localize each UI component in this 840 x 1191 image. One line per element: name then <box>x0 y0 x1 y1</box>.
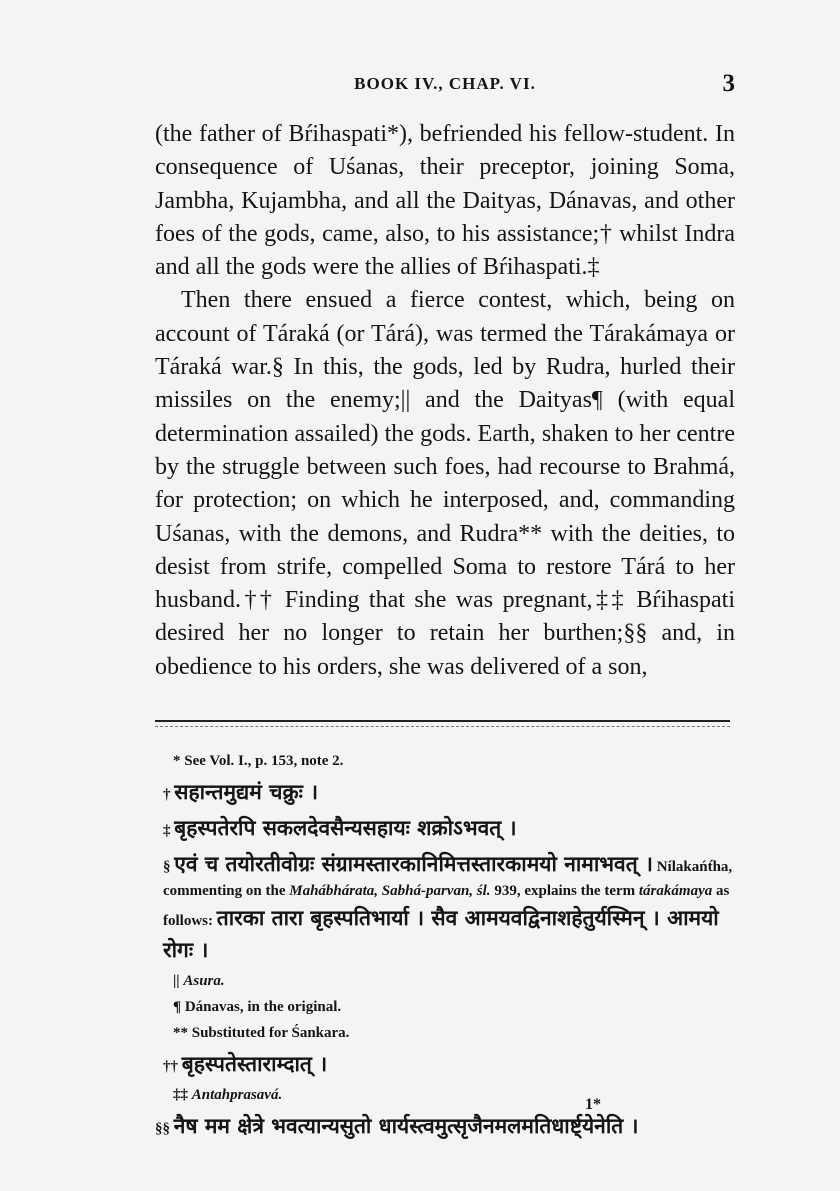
footnote-9 <box>155 1084 735 1106</box>
footnote-4-italic-3: tárakámaya <box>638 883 713 899</box>
footnotes <box>155 750 735 1146</box>
page-header <box>155 70 735 100</box>
footnote-2 <box>155 776 735 808</box>
footnote-3-sanskrit: बृहस्पतेरपि सकलदेवसैन्यसहायः शक्रोऽभवत् । <box>174 816 517 840</box>
footnote-6: ¶ Dánavas, in the original. <box>173 999 342 1015</box>
footnote-10 <box>155 1110 735 1142</box>
footnote-4-italic-2: śl. <box>476 883 491 899</box>
footnote-4-sanskrit-1: एवं च तयोरतीवोग्रः संग्रामस्तारकानिमित्तस्तारकामयो नामाभवत् । <box>174 852 653 876</box>
footnote-4-text-2: 939, explains the term <box>494 883 636 899</box>
footnote-2-mark: † <box>163 787 171 803</box>
footnote-4 <box>155 848 735 966</box>
paragraph-1: (the father of Bŕihaspati*), befriended his fellow-student. In consequence of Uśanas, their preceptor, joining Soma, Jambha, Kujambha, and all the Daityas, Dánavas, and other foes of the gods, came, also, to his assistance;† whilst Indra and all the gods were the allies of Bŕihaspati.‡ <box>155 121 735 281</box>
footnote-2-sanskrit: सहान्तमुद्यमं चक्रुः । <box>174 780 319 804</box>
paragraph-2: Then there ensued a fierce contest, which, being on account of Táraká (or Tárá), was termed the Tárakámaya or Táraká war.§ In this, the gods, led by Rudra, hurled their missiles on the enemy;|| and the Daityas¶ (with equal determination assailed) the gods. Earth, shaken to her centre by the struggle between such foes, had recourse to Brahmá, for protection; on which he interposed, and, commanding Uśanas, with the demons, and Rudra** with the deities, to desist from strife, compelled Soma to restore Tárá to her husband.†† Finding that she was pregnant,‡‡ Bŕihaspati desired her no longer to retain her burthen;§§ and, in obedience to his orders, she was delivered of a son, <box>155 287 735 680</box>
page-number: 3 <box>722 70 735 97</box>
footnote-5-mark: || <box>173 973 180 989</box>
running-head: BOOK IV., CHAP. VI. <box>354 74 536 93</box>
footnote-3 <box>155 812 735 844</box>
footnote-5 <box>155 970 735 992</box>
footnote-9-mark: ‡‡ <box>173 1087 188 1103</box>
footnote-4-text-3: as follows: <box>163 883 730 929</box>
footnote-8 <box>155 1048 735 1080</box>
footnote-8-sanskrit: बृहस्पतेस्ताराम्दात् । <box>181 1052 328 1076</box>
footnote-7: ** Substituted for Śankara. <box>173 1025 350 1041</box>
footnote-3-mark: ‡ <box>163 823 171 839</box>
footnote-4-text-1: Nílakańt́ha, commenting on the <box>163 859 733 899</box>
footnote-9-text: Antahprasavá. <box>191 1087 283 1103</box>
main-text <box>155 118 735 684</box>
footnote-1: * See Vol. I., p. 153, note 2. <box>173 753 344 769</box>
footnote-4-italic-1: Mahábhárata, Sabhá-parvan, <box>289 883 474 899</box>
footnote-rule <box>155 720 730 722</box>
footnote-5-text: Asura. <box>183 973 225 989</box>
footnote-4-sanskrit-2: तारका तारा बृहस्पतिभार्या । सैव आमयवद्विनाशहेतुर्यस्मिन् । आमयो रोगः । <box>163 906 719 962</box>
footnote-10-mark: §§ <box>155 1121 170 1137</box>
footnote-4-mark: § <box>163 859 171 875</box>
footnote-8-mark: †† <box>163 1059 178 1075</box>
signature-mark: 1* <box>585 1096 601 1113</box>
footnote-10-sanskrit: नैष मम क्षेत्रे भवत्यान्यसुतो धार्यस्त्वमुत्सृजैनमलमतिधार्ष्ट्येनेति । <box>173 1114 639 1138</box>
footnote-rule-secondary <box>155 726 730 727</box>
